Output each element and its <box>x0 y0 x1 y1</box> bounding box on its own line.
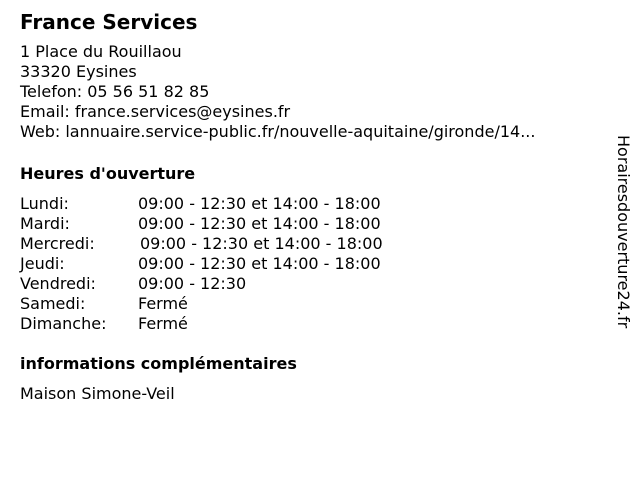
site-watermark: Horairesdouverture24.fr <box>614 135 633 329</box>
hours-row-dimanche <box>20 314 600 334</box>
day-hours: 09:00 - 12:30 et 14:00 - 18:00 <box>138 254 381 273</box>
address-line-2: 33320 Eysines <box>20 62 137 81</box>
business-name: France Services <box>20 10 198 34</box>
phone-line: Telefon: 05 56 51 82 85 <box>20 82 210 101</box>
opening-hours-heading: Heures d'ouverture <box>20 164 196 183</box>
day-label: Jeudi: <box>20 254 65 273</box>
web-line: Web: lannuaire.service-public.fr/nouvelle-aquitaine/gironde/14... <box>20 122 536 141</box>
hours-row-samedi <box>20 294 600 314</box>
business-card <box>20 10 600 404</box>
hours-row-mardi <box>20 214 600 234</box>
day-label: Mardi: <box>20 214 70 233</box>
opening-hours-table <box>20 194 600 334</box>
day-hours: Fermé <box>138 314 188 333</box>
email-line: Email: france.services@eysines.fr <box>20 102 291 121</box>
hours-row-lundi <box>20 194 600 214</box>
day-label: Lundi: <box>20 194 69 213</box>
additional-info-heading: informations complémentaires <box>20 354 297 373</box>
day-label: Samedi: <box>20 294 86 313</box>
hours-row-mercredi <box>20 234 600 254</box>
day-hours: 09:00 - 12:30 <box>138 274 247 293</box>
day-hours: 09:00 - 12:30 et 14:00 - 18:00 <box>138 194 381 213</box>
day-hours: 09:00 - 12:30 et 14:00 - 18:00 <box>140 234 383 253</box>
hours-row-vendredi <box>20 274 600 294</box>
day-label: Mercredi: <box>20 234 95 253</box>
day-label: Dimanche: <box>20 314 107 333</box>
day-hours: Fermé <box>138 294 188 313</box>
address-line-1: 1 Place du Rouillaou <box>20 42 182 61</box>
additional-info-text: Maison Simone-Veil <box>20 384 175 403</box>
day-label: Vendredi: <box>20 274 96 293</box>
day-hours: 09:00 - 12:30 et 14:00 - 18:00 <box>138 214 381 233</box>
hours-row-jeudi <box>20 254 600 274</box>
